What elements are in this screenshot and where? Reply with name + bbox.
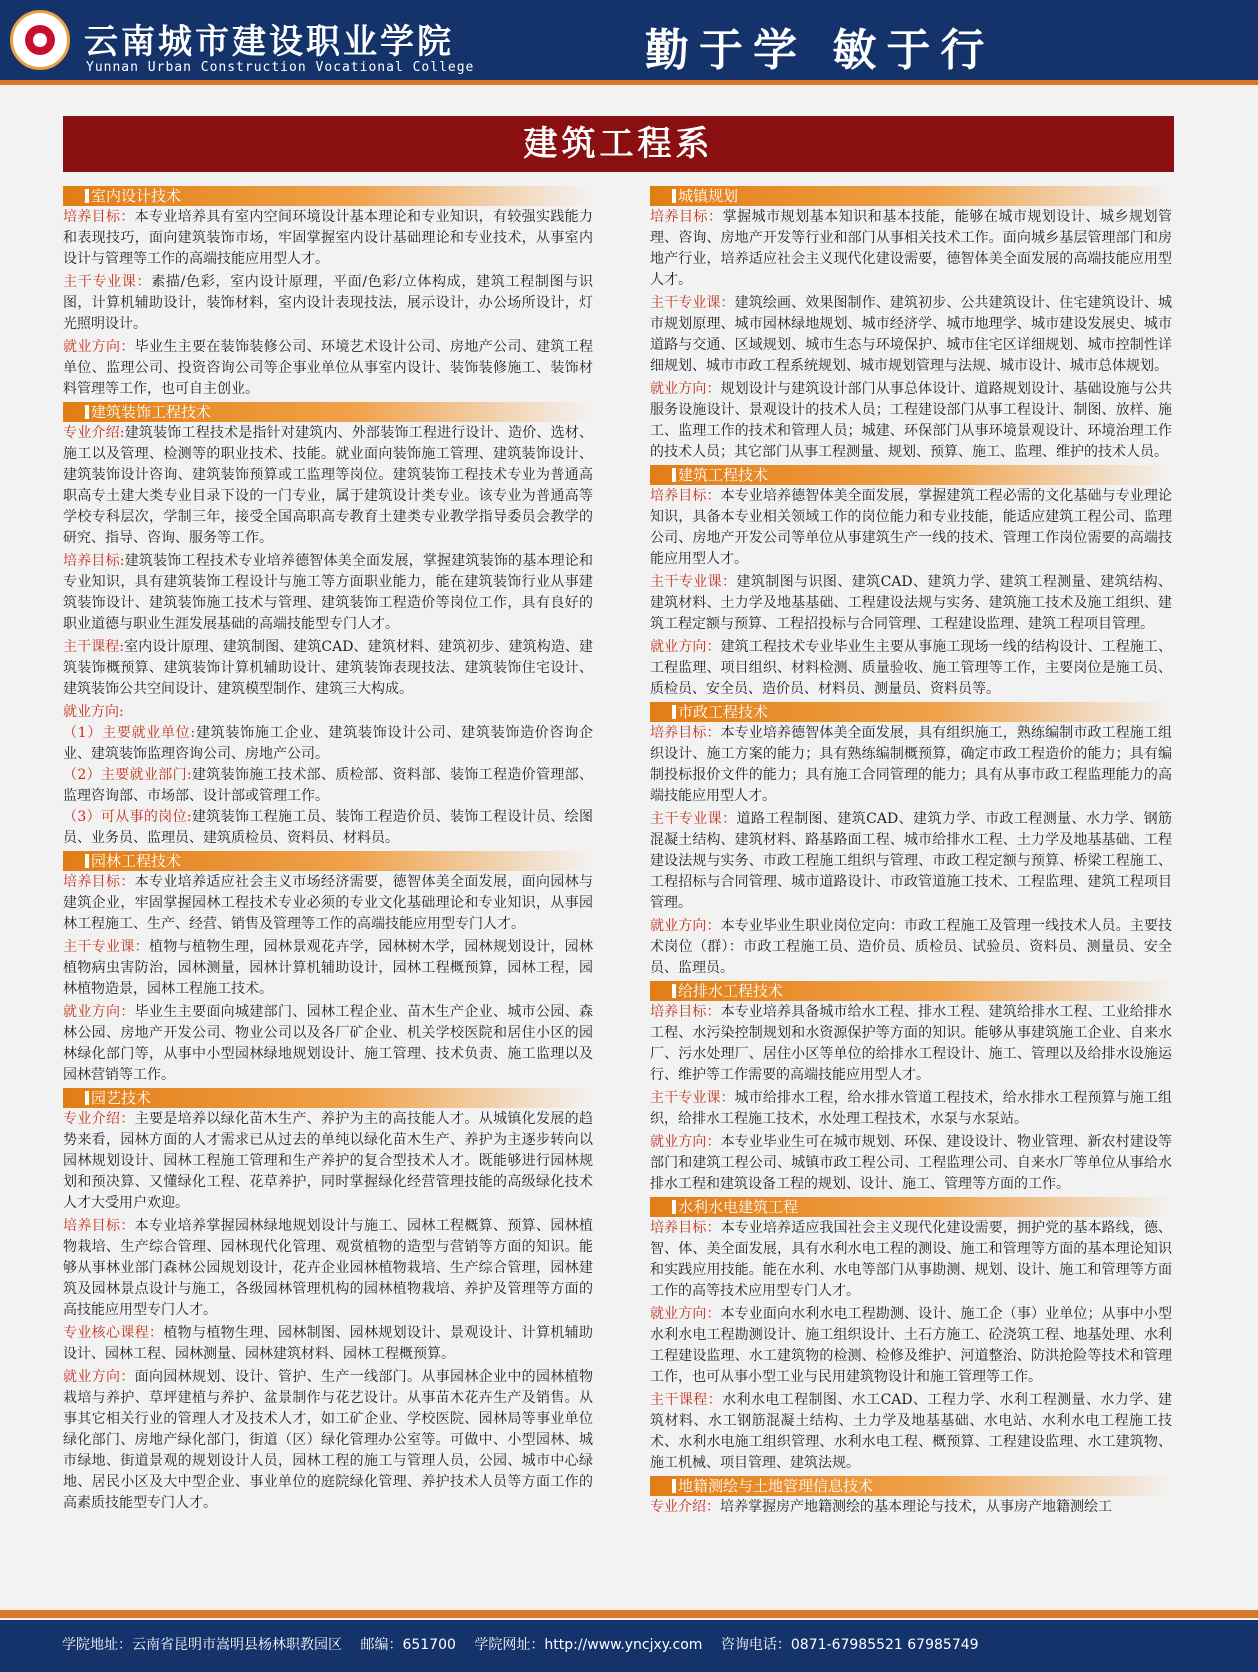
- paragraph-text: 建筑装饰工程技术专业培养德智体美全面发展，掌握建筑装饰的基本理论和专业知识，具有建筑装饰工程设计与施工等方面职业能力，能在建筑装饰行业从事建筑装饰设计、建筑装饰施工技术与管理、建筑装饰工程造价等岗位工作，具有良好的职业道德与职业生涯发展基础的高端技能型专门人才。: [63, 553, 594, 632]
- footer-website-link[interactable]: 学院网址：http://www.yncjxy.com: [474, 1637, 703, 1653]
- employment-item: [63, 765, 593, 807]
- item-text: 建筑装饰施工技术部、质检部、资料部、装饰工程造价管理部、监理咨询部、市场部、设计部或管理工作。: [63, 767, 594, 804]
- employment-item: [63, 723, 593, 765]
- paragraph-label: 主干专业课：: [650, 1090, 735, 1106]
- section-paragraph: [63, 637, 593, 700]
- paragraph-label: 就业方向:: [63, 704, 124, 720]
- section-paragraph: [650, 1132, 1172, 1195]
- section-paragraph: [650, 379, 1172, 463]
- paragraph-text: 建筑绘画、效果图制作、建筑初步、公共建筑设计、住宅建筑设计、城市规划原理、城市园林绿地规划、城市经济学、城市地理学、城市建设发展史、城市道路与交通、区域规划、城市生态与环境保护、城市住宅区详细规划、城市控制性详细规划、城市市政工程系统规划、城市规划管理与法规、城市设计、城市总体规划。: [650, 295, 1173, 374]
- paragraph-text: 植物与植物生理，园林景观花卉学，园林树木学，园林规划设计，园林植物病虫害防治，园林测量，园林计算机辅助设计，园林工程概预算，园林工程，园林植物造景，园林工程施工技术。: [63, 939, 593, 997]
- section-heading: 园艺技术: [63, 1088, 593, 1108]
- paragraph-text: 建筑工程技术专业毕业生主要从事施工现场一线的结构设计、工程施工、工程监理、项目组织、材料检测、质量验收、施工管理等工作，主要岗位是施工员、质检员、安全员、造价员、材料员、测量员、资料员等。: [650, 639, 1173, 697]
- section-paragraph: [63, 937, 593, 1000]
- footer-phone: 咨询电话：0871-67985521 67985749: [720, 1637, 979, 1653]
- section-heading: 市政工程技术: [650, 702, 1172, 722]
- paragraph-label: 主干课程：: [650, 1392, 723, 1408]
- paragraph-label: 就业方向：: [650, 918, 721, 934]
- paragraph-text: 道路工程制图、建筑CAD、建筑力学、市政工程测量、水力学、钢筋混凝土结构、建筑材料、路基路面工程、城市给排水工程、土力学及地基基础、工程建设法规与实务、市政工程施工组织与管理、市政工程定额与预算、桥梁工程施工、工程招标与合同管理、城市道路设计、市政管道施工技术、工程监理、建筑工程项目管理。: [650, 811, 1173, 911]
- item-text: 建筑装饰施工企业、建筑装饰设计公司、建筑装饰造价咨询企业、建筑装饰监理咨询公司、房地产公司。: [63, 725, 593, 762]
- paragraph-label: 就业方向：: [63, 1369, 135, 1385]
- college-motto: 勤于学 敏于行: [645, 25, 995, 76]
- section-heading: 建筑装饰工程技术: [63, 402, 593, 422]
- paragraph-label: 培养目标：: [650, 1220, 721, 1236]
- section-paragraph: [650, 1002, 1172, 1086]
- footer-address: 学院地址：云南省昆明市嵩明县杨林职教园区: [62, 1637, 342, 1653]
- paragraph-label: 培养目标：: [63, 874, 135, 890]
- section-paragraph: [650, 293, 1172, 377]
- section-paragraph: [63, 1323, 593, 1365]
- paragraph-label: 就业方向：: [650, 1306, 721, 1322]
- section-paragraph: [63, 1109, 593, 1214]
- paragraph-text: 掌握城市规划基本知识和基本技能，能够在城市规划设计、城乡规划管理、咨询、房地产开发等行业和部门从事相关技术工作。面向城乡基层管理部门和房地产行业，培养适应社会主义现代化建设需要，德智体美全面发展的高端技能应用型人才。: [650, 209, 1173, 288]
- paragraph-label: 主干专业课：: [650, 574, 737, 590]
- item-label: （1）主要就业单位:: [63, 725, 196, 741]
- department-title-bar: [63, 116, 1174, 172]
- paragraph-label: 主干专业课：: [63, 939, 149, 955]
- paragraph-text: 主要是培养以绿化苗木生产、养护为主的高技能人才。从城镇化发展的趋势来看，园林方面的人才需求已从过去的单纯以绿化苗木生产、养护为主逐步转向以园林规划设计、园林工程施工管理和生产养护的复合型技术人才。既能够进行园林规划和预决算、又懂绿化工程、花草养护，同时掌握绿化经营管理技能的高级绿化技术人才大受用户欢迎。: [63, 1111, 594, 1211]
- section-paragraph: [650, 1304, 1172, 1388]
- paragraph-label: 培养目标：: [650, 725, 721, 741]
- item-text: 建筑装饰工程施工员、装饰工程造价员、装饰工程设计员、绘图员、业务员、监理员、建筑质检员、资料员、材料员。: [63, 809, 594, 846]
- paragraph-text: 本专业培养具有室内空间环境设计基本理论和专业知识，有较强实践能力和表现技巧，面向建筑装饰市场，牢固掌握室内设计基础理论和专业技术，从事室内设计与管理等工作的高端技能应用型人才。: [63, 209, 594, 267]
- section-heading: 室内设计技术: [63, 186, 593, 206]
- footer-contact: [62, 1634, 993, 1654]
- paragraph-label: 就业方向：: [63, 1004, 135, 1020]
- section-paragraph: [650, 207, 1172, 291]
- section-paragraph: [650, 809, 1172, 914]
- college-name-cn: 云南城市建设职业学院: [84, 22, 454, 62]
- item-label: （3）可从事的岗位:: [63, 809, 192, 825]
- paragraph-label: 专业介绍：: [63, 1111, 135, 1127]
- section-paragraph: [63, 337, 593, 400]
- paragraph-text: 毕业生主要面向城建部门、园林工程企业、苗木生产企业、城市公园、森林公园、房地产开发公司、物业公司以及各厂矿企业、机关学校医院和居住小区的园林绿化部门等，从事中小型园林绿地规划设计、施工管理、技术负责、施工监理以及园林营销等工作。: [63, 1004, 594, 1083]
- section-paragraph: [650, 1390, 1172, 1474]
- paragraph-text: 本专业培养适应社会主义市场经济需要，德智体美全面发展，面向园林与建筑企业，牢固掌握园林工程技术专业必须的专业文化基础理论和专业知识，从事园林工程施工、生产、经营、销售及管理等工作的高端技能应用型专门人才。: [63, 874, 594, 932]
- paragraph-text: 本专业培养具备城市给水工程、排水工程、建筑给排水工程、工业给排水工程、水污染控制规划和水资源保护等方面的知识。能够从事建筑施工企业、自来水厂、污水处理厂、居住小区等单位的给排水工程设计、施工、管理以及给排水设施运行、维护等工作需要的高端技能应用型人才。: [650, 1004, 1173, 1083]
- section-paragraph: [650, 1497, 1172, 1518]
- paragraph-text: 面向园林规划、设计、管护、生产一线部门。从事园林企业中的园林植物栽培与养护、草坪建植与养护、盆景制作与花艺设计。从事苗木花卉生产及销售。从事其它相关行业的管理人才及技术人才，如工矿企业、学校医院、园林局等事业单位绿化部门、房地产绿化部门，街道（区）绿化管理办公室等。可做中、小型园林、城市绿地、街道景观的规划设计人员，园林工程的施工与管理人员，公园、城市中心绿地、居民小区及大中型企业、事业单位的庭院绿化管理、养护技术人员等方面工作的高素质技能型专门人才。: [63, 1369, 594, 1511]
- paragraph-label: 主干专业课：: [650, 811, 737, 827]
- section-heading: 水利水电建筑工程: [650, 1197, 1172, 1217]
- department-title: 建筑工程系: [523, 124, 714, 164]
- paragraph-label: 主干课程:: [63, 639, 125, 655]
- section-paragraph: [650, 916, 1172, 979]
- paragraph-label: 就业方向：: [650, 639, 721, 655]
- section-paragraph: [650, 637, 1172, 700]
- paragraph-label: 培养目标：: [650, 209, 723, 225]
- paragraph-text: 本专业毕业生职业岗位定向：市政工程施工及管理一线技术人员。主要技术岗位（群）：市政工程施工员、造价员、质检员、试验员、资料员、测量员、安全员、监理员。: [650, 918, 1173, 976]
- footer-accent-line: [0, 1610, 1258, 1618]
- paragraph-text: 毕业生主要在装饰装修公司、环境艺术设计公司、房地产公司、建筑工程单位、监理公司、投资咨询公司等企事业单位从事室内设计、装饰装修施工、装饰材料管理等工作，也可自主创业。: [63, 339, 594, 397]
- section-paragraph: [63, 207, 593, 270]
- footer-postcode: 邮编：651700: [360, 1637, 456, 1653]
- paragraph-label: 培养目标：: [63, 209, 135, 225]
- section-paragraph: [650, 572, 1172, 635]
- section-paragraph: [63, 872, 593, 935]
- section-paragraph: [63, 702, 593, 723]
- paragraph-text: 建筑装饰工程技术是指针对建筑内、外部装饰工程进行设计、造价、选材、施工以及管理、检测等的职业技术、技能。就业面向装饰施工管理、建筑装饰设计、建筑装饰设计咨询、建筑装饰预算或工监理等岗位。建筑装饰工程技术专业为普通高职高专土建大类专业目录下设的一门专业，属于建筑设计类专业。该专业为普通高等学校专科层次，学制三年，接受全国高职高专教育土建类专业教学指导委员会教学的研究、指导、咨询、服务等工作。: [63, 425, 594, 546]
- paragraph-text: 植物与植物生理、园林制图、园林规划设计、景观设计、计算机辅助设计、园林工程、园林测量、园林建筑材料、园林工程概预算。: [63, 1325, 594, 1362]
- item-label: （2）主要就业部门:: [63, 767, 192, 783]
- left-column: [63, 186, 593, 1516]
- logo-emblem-center: [33, 33, 47, 47]
- paragraph-label: 专业核心课程：: [63, 1325, 164, 1341]
- section-paragraph: [650, 486, 1172, 570]
- section-paragraph: [63, 1216, 593, 1321]
- header-accent-line: [0, 80, 1258, 85]
- paragraph-label: 培养目标：: [650, 488, 721, 504]
- section-heading: 给排水工程技术: [650, 981, 1172, 1001]
- paragraph-text: 本专业毕业生可在城市规划、环保、建设设计、物业管理、新农村建设等部门和建筑工程公司、城镇市政工程公司、工程监理公司、自来水厂等单位从事给水排水工程和建筑设备工程的规划、设计、施工、管理等方面的工作。: [650, 1134, 1173, 1192]
- footer-bar: [0, 1620, 1258, 1672]
- section-heading: 建筑工程技术: [650, 465, 1172, 485]
- college-logo-icon: [10, 10, 70, 70]
- paragraph-text: 本专业面向水利水电工程勘测、设计、施工企（事）业单位；从事中小型水利水电工程勘测设计、施工组织设计、土石方施工、砼浇筑工程、地基处理、水利工程建设监理、水工建筑物的检测、检修及维护、河道整治、防洪抢险等技术和管理工作，也可从事小型工业与民用建筑物设计和施工管理等工作。: [650, 1306, 1173, 1385]
- college-name-en: Yunnan Urban Construction Vocational College: [86, 60, 475, 75]
- section-paragraph: [650, 723, 1172, 807]
- section-paragraph: [63, 423, 593, 549]
- section-paragraph: [63, 1367, 593, 1514]
- paragraph-text: 本专业培养德智体美全面发展，掌握建筑工程必需的文化基础与专业理论知识，具备本专业相关领域工作的岗位能力和专业技能，能适应建筑工程公司、监理公司、房地产开发公司等单位从事建筑生产一线的技术、管理工作岗位需要的高端技能应用型人才。: [650, 488, 1173, 567]
- header-bar: [0, 0, 1258, 80]
- paragraph-label: 培养目标：: [650, 1004, 721, 1020]
- section-paragraph: [650, 1088, 1172, 1130]
- section-heading: 园林工程技术: [63, 851, 593, 871]
- paragraph-text: 培养掌握房产地籍测绘的基本理论与技术，从事房产地籍测绘工: [720, 1499, 1112, 1515]
- section-paragraph: [63, 1002, 593, 1086]
- paragraph-label: 专业介绍：: [650, 1499, 720, 1515]
- right-column: [650, 186, 1172, 1520]
- paragraph-text: 室内设计原理、建筑制图、建筑CAD、建筑材料、建筑初步、建筑构造、建筑装饰概预算、建筑装饰计算机辅助设计、建筑装饰表现技法、建筑装饰住宅设计、建筑装饰公共空间设计、建筑模型制作、建筑三大构成。: [63, 639, 593, 697]
- section-paragraph: [63, 272, 593, 335]
- section-heading: 地籍测绘与土地管理信息技术: [650, 1476, 1172, 1496]
- paragraph-text: 城市给排水工程，给水排水管道工程技术，给水排水工程预算与施工组织，给排水工程施工技术，水处理工程技术，水泵与水泵站。: [650, 1090, 1173, 1127]
- paragraph-text: 素描/色彩，室内设计原理，平面/色彩/立体构成，建筑工程制图与识图，计算机辅助设计，装饰材料，室内设计表现技法，展示设计，办公场所设计，灯光照明设计。: [63, 274, 594, 332]
- paragraph-text: 本专业培养德智体美全面发展，具有组织施工，熟练编制市政工程施工组织设计、施工方案的能力；具有熟练编制概预算，确定市政工程造价的能力；具有编制投标报价文件的能力；具有施工合同管理的能力；具有从事市政工程监理能力的高端技能应用型人才。: [650, 725, 1173, 804]
- paragraph-label: 主干专业课：: [650, 295, 735, 311]
- section-heading: 城镇规划: [650, 186, 1172, 206]
- paragraph-text: 水利水电工程制图、水工CAD、工程力学、水利工程测量、水力学、建筑材料、水工钢筋混凝土结构、土力学及地基基础、水电站、水利水电工程施工技术、水利水电施工组织管理、水利水电工程、概预算、工程建设监理、水工建筑物、施工机械、项目管理、建筑法规。: [650, 1392, 1173, 1471]
- section-paragraph: [63, 551, 593, 635]
- paragraph-text: 本专业培养适应我国社会主义现代化建设需要，拥护党的基本路线，德、智、体、美全面发展，具有水利水电工程的测设、施工和管理等方面的基本理论知识和实践应用技能。能在水利、水电等部门从事勘测、规划、设计、施工和管理等方面工作的高等技术应用型专门人才。: [650, 1220, 1173, 1299]
- paragraph-text: 规划设计与建筑设计部门从事总体设计、道路规划设计、基础设施与公共服务设施设计、景观设计的技术人员；工程建设部门从事工程设计、制图、放样、施工、监理工作的技术和管理人员；城建、环保部门从事环境景观设计、环境治理工作的技术人员；其它部门从事工程测量、规划、预算、施工、监理、维护的技术人员。: [650, 381, 1173, 460]
- paragraph-label: 培养目标:: [63, 553, 125, 569]
- paragraph-label: 专业介绍:: [63, 425, 125, 441]
- paragraph-text: 建筑制图与识图、建筑CAD、建筑力学、建筑工程测量、建筑结构、建筑材料、土力学及地基基础、工程建设法规与实务、建筑施工技术及施工组织、建筑工程定额与预算、工程招投标与合同管理、工程建设监理、建筑工程项目管理。: [650, 574, 1173, 632]
- paragraph-label: 就业方向：: [63, 339, 135, 355]
- paragraph-label: 就业方向：: [650, 1134, 721, 1150]
- paragraph-text: 本专业培养掌握园林绿地规划设计与施工、园林工程概算、预算、园林植物栽培、生产综合管理、园林现代化管理、观赏植物的造型与营销等方面的知识。能够从事林业部门森林公园规划设计，花卉企业园林植物栽培、生产综合管理，园林建筑及园林景点设计与施工，各级园林管理机构的园林植物栽培、养护及管理等方面的高技能应用型专门人才。: [63, 1218, 594, 1318]
- paragraph-label: 主干专业课：: [63, 274, 152, 290]
- employment-item: [63, 807, 593, 849]
- paragraph-label: 就业方向：: [650, 381, 721, 397]
- section-paragraph: [650, 1218, 1172, 1302]
- paragraph-label: 培养目标：: [63, 1218, 135, 1234]
